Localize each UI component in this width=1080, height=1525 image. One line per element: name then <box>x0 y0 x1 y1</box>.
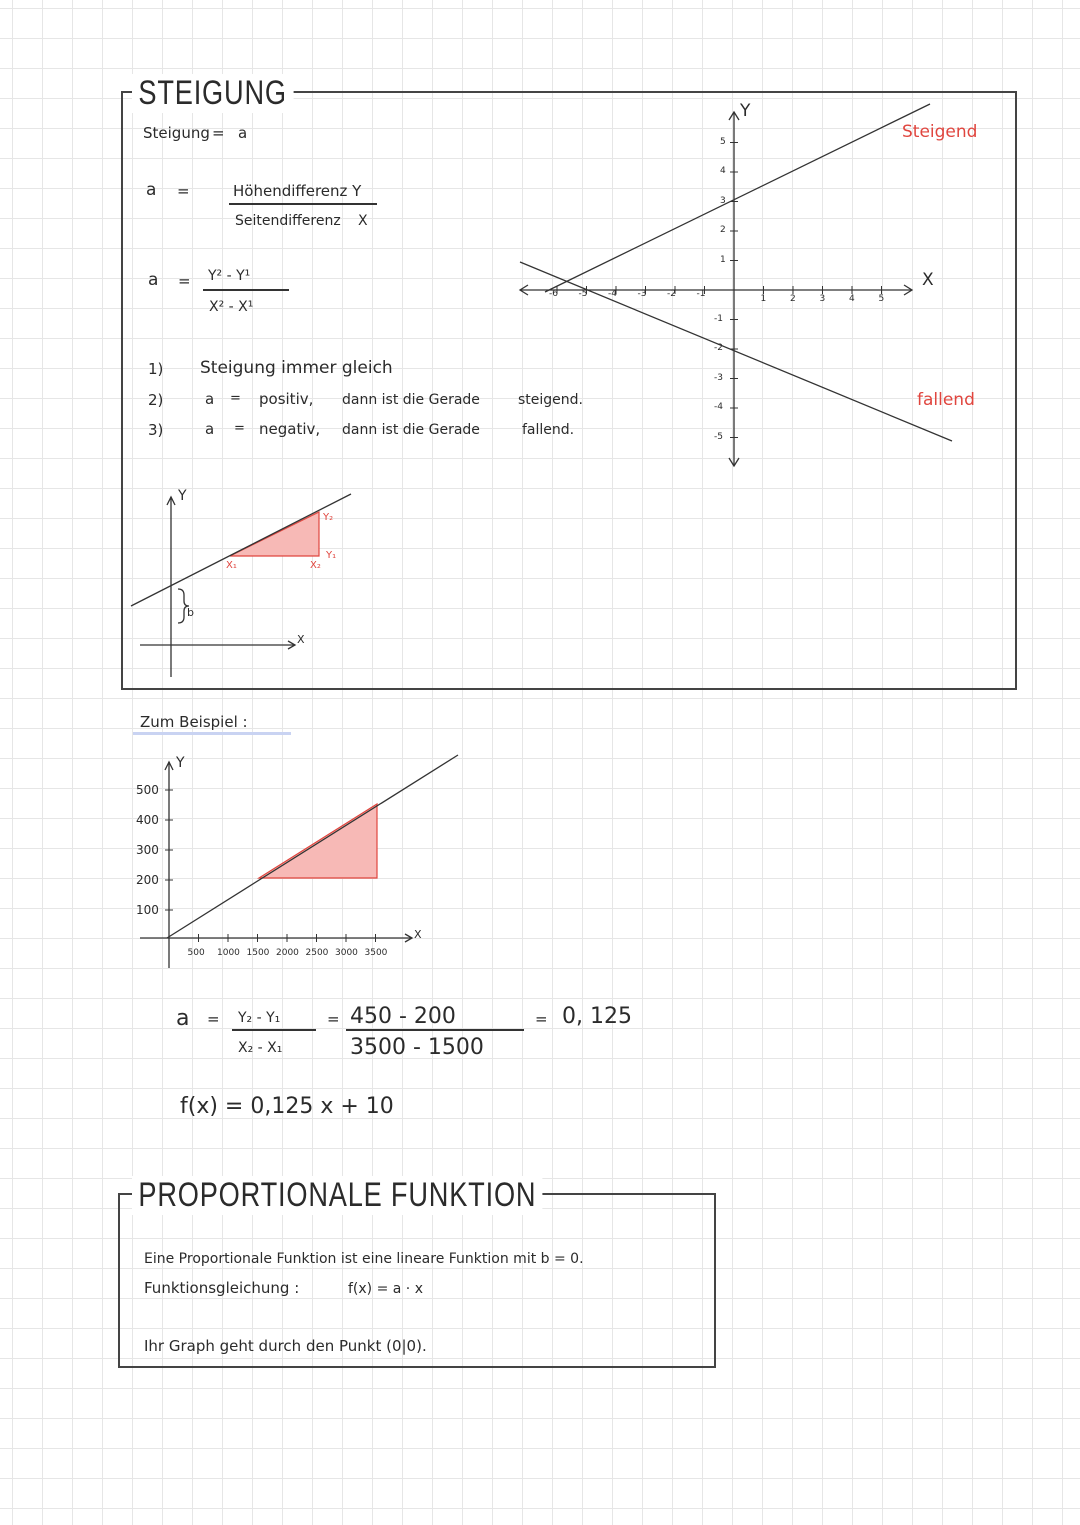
tick-label: -5 <box>578 289 588 299</box>
calc-den-val: 3500 - 1500 <box>350 1035 484 1060</box>
rule-3-num: 3) <box>148 421 164 439</box>
tick-label: 3 <box>720 195 726 206</box>
a2-numerator: Y² - Y¹ <box>208 268 251 284</box>
sketch-x-label: X <box>297 633 305 646</box>
sketch-x2-label: X₂ <box>310 560 321 571</box>
tick-label: 5 <box>720 136 726 147</box>
tick-label: -2 <box>714 343 723 353</box>
tick-label: 2 <box>720 225 726 235</box>
a1-eq: = <box>177 182 190 200</box>
rule-3-eq: = <box>234 421 245 436</box>
tick-label: 500 <box>136 783 159 797</box>
tick-label: -5 <box>714 431 723 442</box>
beispiel-y-label: Y <box>176 755 185 771</box>
calc-val-bar <box>346 1029 524 1031</box>
tick-label: 4 <box>849 294 855 304</box>
calc-eq3: = <box>535 1010 548 1028</box>
tick-label: 1500 <box>246 948 270 958</box>
beispiel-heading: Zum Beispiel : <box>140 713 248 731</box>
beispiel-slope-triangle <box>259 804 377 878</box>
tick-label: 3 <box>819 294 826 304</box>
tick-label: -2 <box>667 289 676 299</box>
proportional-title: PROPORTIONALE FUNKTION <box>132 1176 543 1215</box>
tick-label: 3500 <box>364 948 388 958</box>
tick-label: 500 <box>187 948 205 958</box>
steigung-title: STEIGUNG <box>132 74 293 113</box>
a2-eq: = <box>178 272 191 290</box>
rule-2-result: steigend. <box>518 392 583 408</box>
tick-label: 2000 <box>276 948 299 958</box>
sketch-b-label: b <box>187 606 194 619</box>
tick-label: 1 <box>760 294 767 304</box>
rule-2-text: dann ist die Gerade <box>342 392 480 408</box>
tick-label: 300 <box>136 843 159 857</box>
rule-3-a: a <box>205 420 215 438</box>
sketch-y1-label: Y₁ <box>326 550 337 561</box>
calc-den-sym: X₂ - X₁ <box>238 1040 283 1056</box>
a1-denominator-word: Seitendifferenz <box>235 213 341 229</box>
tick-label: 100 <box>136 903 159 917</box>
graph-y-label: Y <box>740 101 751 121</box>
tick-label: 200 <box>136 873 159 887</box>
rule-3-result: fallend. <box>522 422 575 438</box>
rule-3-sign: negativ, <box>259 420 321 438</box>
rule-3-text: dann ist die Gerade <box>342 422 480 438</box>
tick-label: 3000 <box>335 948 358 958</box>
beispiel-line <box>167 755 458 938</box>
proportional-line2-label: Funktionsgleichung : <box>144 1279 300 1297</box>
a1-lhs: a <box>146 180 157 200</box>
rule-2-a: a <box>205 390 215 408</box>
tick-label: -1 <box>714 313 723 324</box>
def-eq: = <box>212 124 225 142</box>
tick-label: -6 <box>549 289 558 299</box>
def-lhs: Steigung <box>143 124 210 142</box>
tick-label: 2 <box>790 294 796 304</box>
rule-1-num: 1) <box>148 360 164 378</box>
fallend-label: fallend <box>917 390 975 410</box>
tick-label: 4 <box>720 166 726 176</box>
proportional-line3: Ihr Graph geht durch den Punkt (0|0). <box>144 1337 427 1355</box>
function-equation: f(x) = 0,125 x + 10 <box>180 1094 394 1119</box>
tick-label: 400 <box>136 813 159 827</box>
a1-denominator-var: X <box>358 213 368 229</box>
rule-2-eq: = <box>230 391 241 406</box>
tick-label: 5 <box>878 294 885 304</box>
tick-label: -4 <box>714 402 723 412</box>
def-rhs: a <box>238 124 248 142</box>
beispiel-x-label: X <box>414 928 422 941</box>
proportional-line1: Eine Proportionale Funktion ist eine lineare Funktion mit b = 0. <box>144 1251 584 1267</box>
rule-2-num: 2) <box>148 391 164 409</box>
calc-sym-bar <box>232 1029 316 1031</box>
steigend-label: Steigend <box>902 122 978 142</box>
sketch-x1-label: X₁ <box>226 560 237 571</box>
tick-label: -3 <box>714 372 723 383</box>
calc-eq: = <box>207 1010 220 1028</box>
calc-a: a <box>176 1006 190 1031</box>
rule-2-sign: positiv, <box>259 390 314 408</box>
a2-lhs: a <box>148 270 159 290</box>
tick-label: -4 <box>608 289 617 299</box>
calc-eq2: = <box>327 1010 340 1028</box>
calc-num-sym: Y₂ - Y₁ <box>238 1010 281 1026</box>
a1-numerator: Höhendifferenz Y <box>233 182 362 200</box>
tick-label: -3 <box>637 289 647 299</box>
sketch-y-label: Y <box>178 488 187 504</box>
sketch-y2-label: Y₂ <box>323 512 334 523</box>
tick-label: -1 <box>696 289 706 299</box>
calc-result: 0, 125 <box>562 1004 632 1029</box>
proportional-line2-eq: f(x) = a · x <box>348 1281 423 1297</box>
calc-num-val: 450 - 200 <box>350 1004 456 1029</box>
graph-x-label: X <box>922 270 934 290</box>
tick-label: 1000 <box>217 948 240 958</box>
rule-1-text: Steigung immer gleich <box>200 358 393 378</box>
a2-denominator: X² - X¹ <box>209 299 254 315</box>
tick-label: 2500 <box>305 948 329 958</box>
tick-label: 1 <box>720 254 726 265</box>
